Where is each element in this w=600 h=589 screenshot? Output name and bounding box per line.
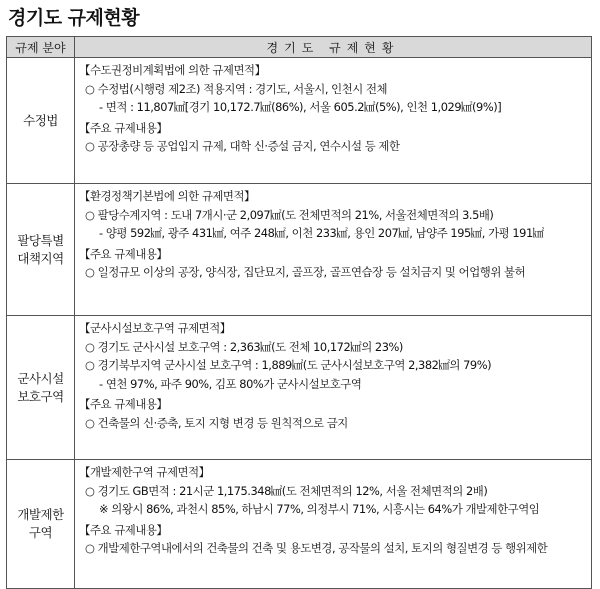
bullet-item: ○ 일정규모 이상의 공장, 양식장, 집단묘지, 골프장, 골프연습장 등 설치금지 및 어업행위 불허 — [85, 265, 526, 280]
bullet-item: ○ 경기북부지역 군사시설 보호구역 : 1,889㎢(도 군사시설보호구역 2,382㎢의 79%) — [85, 358, 492, 373]
note-item: ※ 의왕시 86%, 과천시 85%, 하남시 77%, 의정부시 71%, 시흥시는 64%가 개발제한구역임 — [99, 502, 540, 517]
header-category: 규제 분야 — [7, 37, 75, 58]
section-heading: 【개발제한구역 규제면적】 — [79, 465, 210, 479]
table-row — [7, 460, 592, 589]
table-header-row — [7, 37, 592, 58]
section-heading: 【주요 규제내용】 — [79, 120, 168, 135]
bullet-item: ○ 건축물의 신·증축, 토지 지형 변경 등 원칙적으로 금지 — [85, 415, 348, 430]
content-cell — [75, 316, 592, 460]
bullet-item: ○ 경기도 GB면적 : 21시군 1,175.348㎢(도 전체면적의 12%, 서울 전체면적의 2배) — [85, 483, 488, 498]
bullet-item: ○ 수정법(시행령 제2조) 적용지역 : 경기도, 서울시, 인천시 전체 — [85, 81, 388, 96]
regulation-table — [6, 36, 592, 589]
table-row — [7, 316, 592, 460]
category-cell: 수정법 — [7, 58, 75, 184]
section-heading: 【군사시설보호구역 규제면적】 — [79, 321, 231, 335]
category-cell: 군사시설 보호구역 — [7, 316, 75, 460]
content-cell — [75, 58, 592, 184]
section-heading: 【환경정책기본법에 의한 규제면적】 — [79, 189, 255, 203]
category-cell: 팔당특별 대책지역 — [7, 184, 75, 316]
sub-item: - 연천 97%, 파주 90%, 김포 80%가 군사시설보호구역 — [99, 376, 362, 391]
page-title: 경기도 규제현황 — [8, 7, 140, 29]
section-heading: 【수도권정비계획법에 의한 규제면적】 — [79, 63, 266, 77]
table-row — [7, 184, 592, 316]
table-row — [7, 58, 592, 184]
bullet-item: ○ 팔당수계지역 : 도내 7개시·군 2,097㎢(도 전체면적의 21%, 서울전체면적의 3.5배) — [85, 207, 494, 222]
bullet-item: ○ 개발제한구역내에서의 건축물의 건축 및 용도변경, 공작물의 설치, 토지의 형질변경 등 행위제한 — [85, 541, 548, 556]
content-cell — [75, 460, 592, 589]
sub-item: - 면적 : 11,807㎢[경기 10,172.7㎢(86%), 서울 605.2㎢(5%), 인천 1,029㎢(9%)] — [99, 100, 502, 115]
section-heading: 【주요 규제내용】 — [79, 246, 168, 261]
header-status: 경기도 규제현황 — [75, 37, 592, 58]
sub-item: - 양평 592㎢, 광주 431㎢, 여주 248㎢, 이천 233㎢, 용인 207㎢, 남양주 195㎢, 가평 191㎢ — [99, 226, 544, 241]
section-heading: 【주요 규제내용】 — [79, 397, 168, 412]
section-heading: 【주요 규제내용】 — [79, 522, 168, 537]
category-cell: 개발제한 구역 — [7, 460, 75, 589]
bullet-item: ○ 경기도 군사시설 보호구역 : 2,363㎢(도 전체 10,172㎢의 23%) — [85, 339, 403, 354]
content-cell — [75, 184, 592, 316]
bullet-item: ○ 공장총량 등 공업입지 규제, 대학 신·증설 금지, 연수시설 등 제한 — [85, 139, 400, 154]
